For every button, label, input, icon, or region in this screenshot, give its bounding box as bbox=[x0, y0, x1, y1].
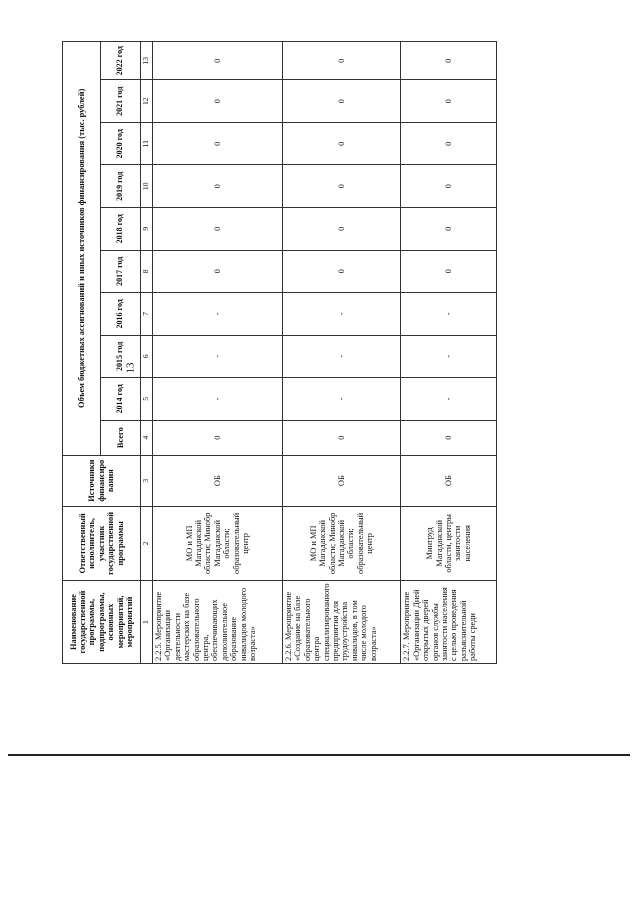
column-number: 8 bbox=[141, 250, 153, 293]
column-number: 13 bbox=[141, 42, 153, 80]
column-number: 1 bbox=[141, 581, 153, 664]
row-value: - bbox=[282, 378, 400, 421]
column-number: 12 bbox=[141, 80, 153, 123]
header-name: Наименование государственной программы, подпрограммы, основных мероприятий, мероприятий bbox=[63, 581, 141, 664]
row-value: - bbox=[153, 335, 283, 378]
column-number: 3 bbox=[141, 455, 153, 506]
row-value: 0 bbox=[153, 250, 283, 293]
header-executor: Ответственный исполнитель, участник государственной программы bbox=[63, 506, 141, 580]
header-year: 2015 год bbox=[101, 335, 141, 378]
header-year: 2019 год bbox=[101, 165, 141, 208]
row-value: 0 bbox=[401, 122, 497, 165]
header-year: 2020 год bbox=[101, 122, 141, 165]
row-executor: Минтруд Магаданской области, центры занятости населения bbox=[401, 506, 497, 580]
row-value: 0 bbox=[153, 208, 283, 251]
row-value: 0 bbox=[282, 80, 400, 123]
row-value: 0 bbox=[401, 420, 497, 455]
column-number: 5 bbox=[141, 378, 153, 421]
row-source: ОБ bbox=[153, 455, 283, 506]
footer-rule bbox=[8, 754, 630, 756]
row-value: 0 bbox=[401, 250, 497, 293]
header-source: Источники финансиро вания bbox=[63, 455, 141, 506]
row-value: - bbox=[401, 293, 497, 336]
row-name: 2.2.6. Мероприятие «Создание на базе образовательного центра специализированного предприятия для трудоустройства инвалидов, в том числе молодого возраста» bbox=[282, 581, 400, 664]
row-value: - bbox=[401, 378, 497, 421]
column-number: 11 bbox=[141, 122, 153, 165]
row-value: 0 bbox=[153, 80, 283, 123]
row-value: 0 bbox=[401, 165, 497, 208]
row-source: ОБ bbox=[401, 455, 497, 506]
row-value: 0 bbox=[282, 420, 400, 455]
column-number: 9 bbox=[141, 208, 153, 251]
header-total: Всего bbox=[101, 420, 141, 455]
row-value: - bbox=[153, 293, 283, 336]
row-value: 0 bbox=[282, 122, 400, 165]
header-year: 2021 год bbox=[101, 80, 141, 123]
row-value: 0 bbox=[153, 420, 283, 455]
header-year: 2014 год bbox=[101, 378, 141, 421]
page-number: 13 bbox=[124, 362, 137, 374]
row-value: 0 bbox=[153, 165, 283, 208]
column-number: 4 bbox=[141, 420, 153, 455]
table-row bbox=[401, 42, 497, 664]
row-value: - bbox=[401, 335, 497, 378]
row-value: 0 bbox=[153, 42, 283, 80]
row-value: 0 bbox=[401, 80, 497, 123]
row-value: 0 bbox=[153, 122, 283, 165]
row-value: 0 bbox=[282, 165, 400, 208]
row-source: ОБ bbox=[282, 455, 400, 506]
row-name: 2.2.5. Мероприятие «Организации деятельности мастерских на базе образовательного центра, обеспечивающих дополнительное образование инвалидов молодого возраста» bbox=[153, 581, 283, 664]
header-year: 2017 год bbox=[101, 250, 141, 293]
table-row bbox=[153, 42, 283, 664]
row-executor: МО и МП Магаданской области; Минобр Магаданской области; образовательный центр bbox=[282, 506, 400, 580]
row-executor: МО и МП Магаданской области; Минобр Магаданской области; образовательный центр bbox=[153, 506, 283, 580]
table-row bbox=[282, 42, 400, 664]
row-value: 0 bbox=[401, 208, 497, 251]
column-number: 2 bbox=[141, 506, 153, 580]
row-value: - bbox=[282, 293, 400, 336]
financing-table-container bbox=[62, 41, 497, 664]
row-name: 2.2.7. Мероприятие «Организации Дней открытых дверей органов службы занятости населения с целью проведения разъяснительной работы среди bbox=[401, 581, 497, 664]
row-value: 0 bbox=[282, 42, 400, 80]
header-year: 2022 год bbox=[101, 42, 141, 80]
column-number: 10 bbox=[141, 165, 153, 208]
column-number: 6 bbox=[141, 335, 153, 378]
row-value: 0 bbox=[282, 208, 400, 251]
row-value: - bbox=[153, 378, 283, 421]
row-value: - bbox=[282, 335, 400, 378]
financing-table bbox=[62, 41, 497, 664]
header-volume: Объем бюджетных ассигнований и иных источников финансирования (тыс. рублей) bbox=[63, 42, 101, 456]
header-year: 2016 год bbox=[101, 293, 141, 336]
row-value: 0 bbox=[282, 250, 400, 293]
column-number: 7 bbox=[141, 293, 153, 336]
row-value: 0 bbox=[401, 42, 497, 80]
header-year: 2018 год bbox=[101, 208, 141, 251]
